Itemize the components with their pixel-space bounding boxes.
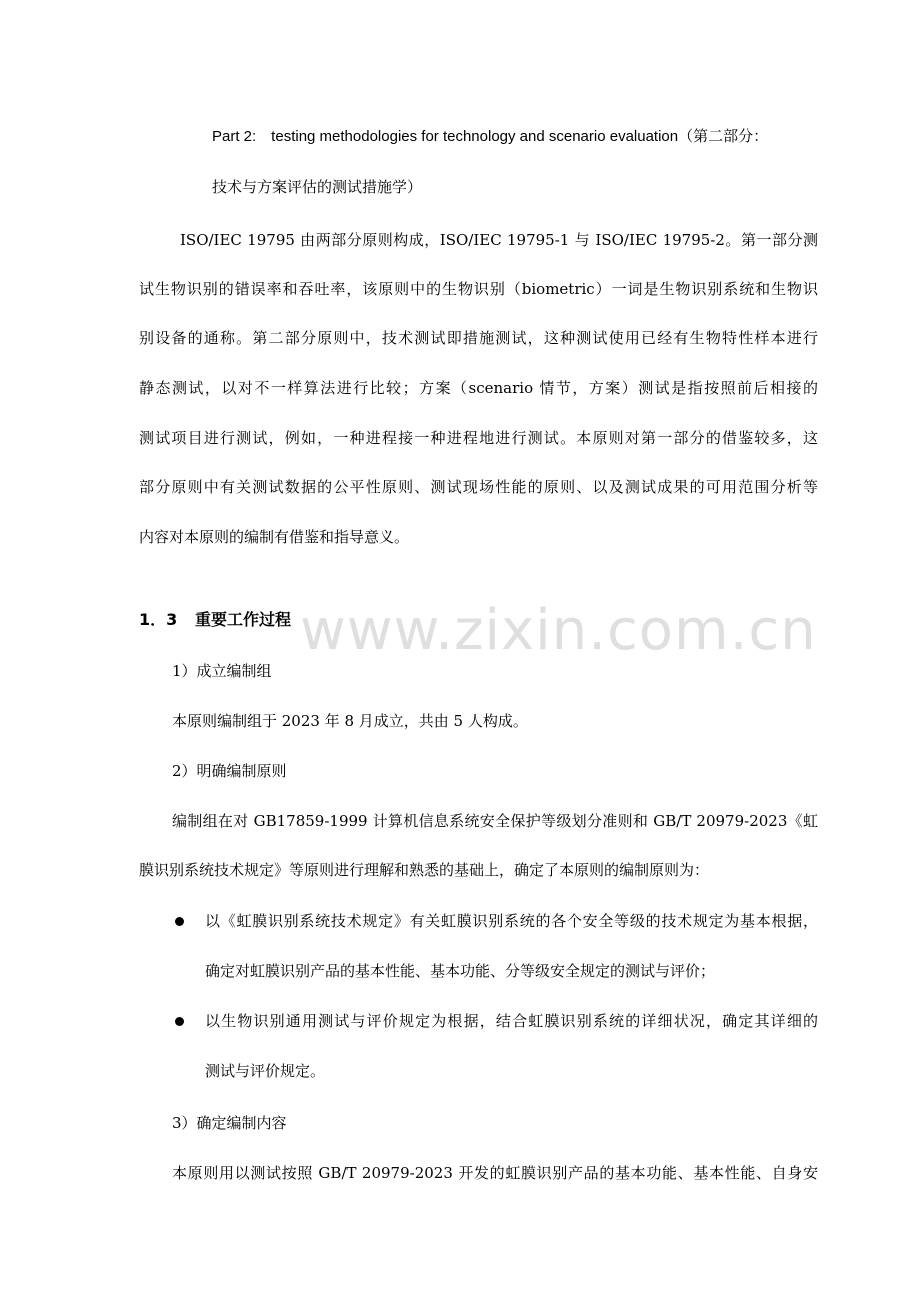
intro-line: 内容对本原则的编制有借鉴和指导意义。 [139, 528, 410, 546]
step3-label: 3）确定编制内容 [172, 1114, 287, 1132]
bullet-line: 以生物识别通用测试与评价规定为根据，结合虹膜识别系统的详细状况，确定其详细的 [205, 1012, 818, 1030]
bullet-icon [175, 917, 184, 926]
intro-line: 静态测试，以对不一样算法进行比较；方案（scenario 情节，方案）测试是指按照前后相接的 [139, 379, 818, 397]
section-title: 重要工作过程 [195, 610, 292, 629]
watermark: www.zixin.com.cn [300, 598, 817, 663]
intro-line: 别设备的通称。第二部分原则中，技术测试即措施测试，这种测试使用已经有生物特性样本进行 [139, 329, 818, 347]
bullet-line: 测试与评价规定。 [205, 1062, 326, 1080]
intro-line: 试生物识别的错误率和吞吐率，该原则中的生物识别（biometric）一词是生物识别系统和生物识 [139, 280, 818, 298]
intro-line: 测试项目进行测试，例如，一种进程接一种进程地进行测试。本原则对第一部分的借鉴较多，这 [139, 429, 818, 447]
step2-text-line: 编制组在对 GB17859-1999 计算机信息系统安全保护等级划分准则和 GB/T 20979-2023《虹 [172, 812, 818, 830]
section-number: 1．3 [139, 610, 178, 629]
step2-text-line: 膜识别系统技术规定》等原则进行理解和熟悉的基础上，确定了本原则的编制原则为： [139, 861, 710, 879]
step2-label: 2）明确编制原则 [172, 762, 287, 780]
part2-title-line2: 技术与方案评估的测试措施学） [212, 178, 423, 196]
intro-line: ISO/IEC 19795 由两部分原则构成，ISO/IEC 19795-1 与 ISO/IEC 19795-2。第一部分测 [180, 231, 818, 249]
step1-text: 本原则编制组于 2023 年 8 月成立，共由 5 人构成。 [172, 712, 528, 730]
intro-line: 部分原则中有关测试数据的公平性原则、测试现场性能的原则、以及测试成果的可用范围分析等 [139, 478, 818, 496]
part2-title-line1: Part 2: testing methodologies for technology and scenario evaluation（第二部分： [212, 128, 769, 145]
step3-text: 本原则用以测试按照 GB/T 20979-2023 开发的虹膜识别产品的基本功能、基本性能、自身安 [172, 1164, 818, 1182]
bullet-line: 以《虹膜识别系统技术规定》有关虹膜识别系统的各个安全等级的技术规定为基本根据， [205, 912, 818, 930]
bullet-line: 确定对虹膜识别产品的基本性能、基本功能、分等级安全规定的测试与评价； [205, 962, 716, 980]
step1-label: 1）成立编制组 [172, 662, 272, 680]
section-heading [139, 608, 291, 632]
bullet-icon [175, 1017, 184, 1026]
